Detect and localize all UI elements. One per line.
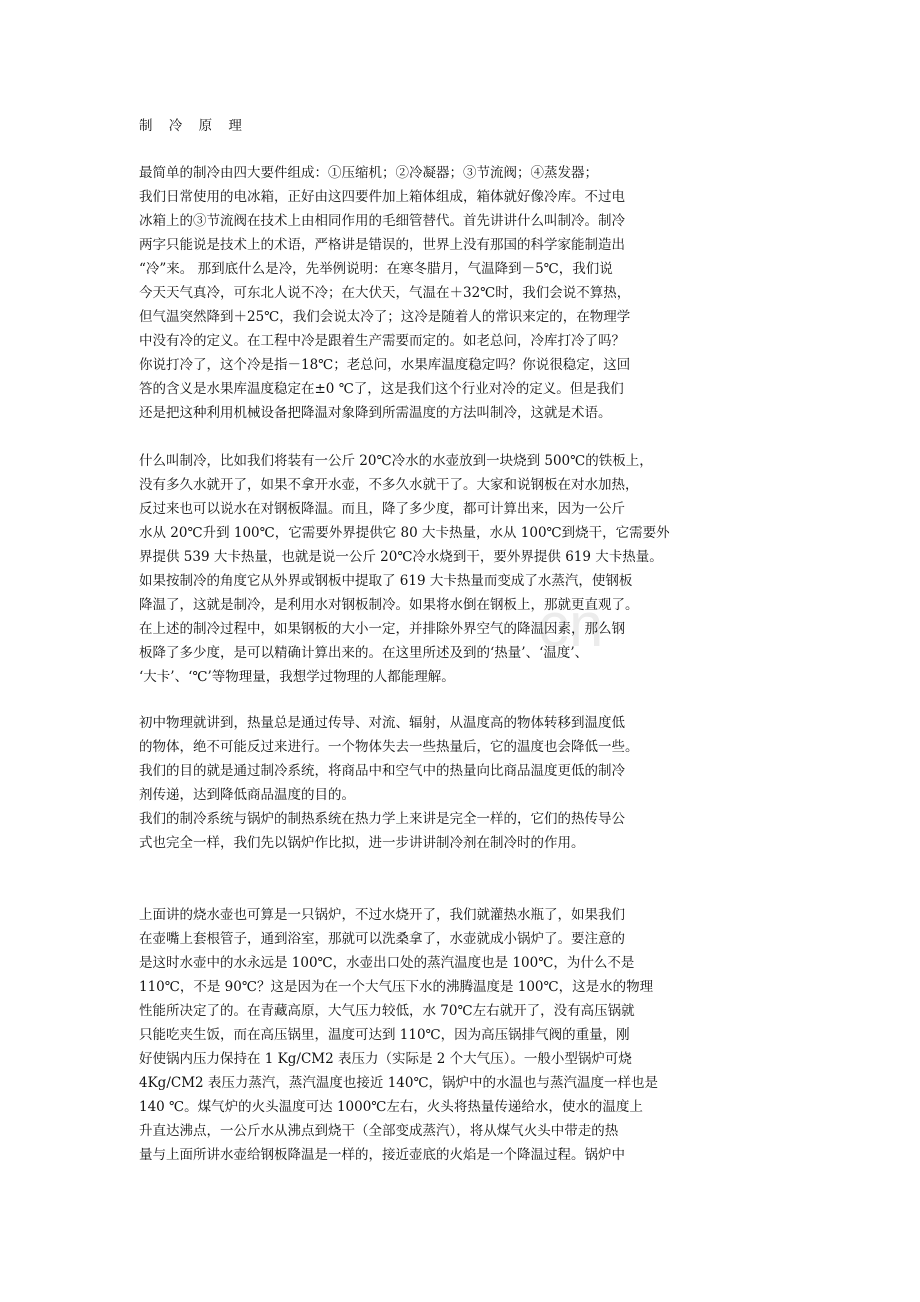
text-line: 但气温突然降到＋25℃，我们会说太冷了；这冷是随着人的常识来定的，在物理学 [139,309,631,325]
text-line: 中没有冷的定义。在工程中冷是跟着生产需要而定的。如老总问，冷库打冷了吗？ [139,333,625,349]
text-line: 我们日常使用的电冰箱，正好由这四要件加上箱体组成，箱体就好像冷库。不过电 [139,189,625,205]
text-line: 4Kg/CM2 表压力蒸汽，蒸汽温度也接近 140℃，锅炉中的水温也与蒸汽温度一样也是 [139,1075,659,1091]
text-line: 最简单的制冷由四大要件组成：①压缩机；②冷凝器；③节流阀；④蒸发器； [139,165,598,181]
text-line: 还是把这种利用机械设备把降温对象降到所需温度的方法叫制冷，这就是术语。 [139,405,612,421]
text-line: 上面讲的烧水壶也可算是一只锅炉，不过水烧开了，我们就灌热水瓶了，如果我们 [139,907,625,923]
text-line: 我们的目的就是通过制冷系统，将商品中和空气中的热量向比商品温度更低的制冷 [139,763,625,779]
text-line: 反过来也可以说水在对钢板降温。而且，降了多少度，都可计算出来，因为一公斤 [139,501,625,517]
text-line: 110℃，不是 90℃？这是因为在一个大气压下水的沸腾温度是 100℃，这是水的物理 [139,979,654,995]
text-line: 降温了，这就是制冷，是利用水对钢板制冷。如果将水倒在钢板上，那就更直观了。 [139,597,639,613]
text-line: 好使锅内压力保持在 1 Kg/CM2 表压力（实际是 2 个大气压）。一般小型锅炉可烧 [139,1051,632,1067]
text-line: 我们的制冷系统与锅炉的制热系统在热力学上来讲是完全一样的，它们的热传导公 [139,811,625,827]
text-line: 在上述的制冷过程中，如果钢板的大小一定，并排除外界空气的降温因素，那么钢 [139,621,625,637]
text-line: “冷”来。 那到底什么是冷，先举例说明：在寒冬腊月，气温降到－5℃，我们说 [139,261,613,277]
text-line: 界提供 539 大卡热量，也就是说一公斤 20℃冷水烧到干，要外界提供 619 大卡热量。 [139,549,663,565]
text-line: 的物体，绝不可能反过来进行。一个物体失去一些热量后，它的温度也会降低一些。 [139,739,639,755]
text-line: 初中物理就讲到，热量总是通过传导、对流、辐射，从温度高的物体转移到温度低 [139,715,625,731]
text-line: 板降了多少度，是可以精确计算出来的。在这里所述及到的‘热量’、‘温度’、 [139,645,589,661]
text-line: 是这时水壶中的水永远是 100℃，水壶出口处的蒸汽温度也是 100℃，为什么不是 [139,955,635,971]
text-line: ‘大卡’、‘℃’等物理量，我想学过物理的人都能理解。 [139,669,455,685]
text-line: 剂传递，达到降低商品温度的目的。 [139,787,355,803]
text-line: 什么叫制冷，比如我们将装有一公斤 20℃冷水的水壶放到一块烧到 500℃的铁板上， [139,453,653,469]
text-line: 升直达沸点，一公斤水从沸点到烧干（全部变成蒸汽），将从煤气火头中带走的热 [139,1123,619,1139]
text-line: 没有多久水就开了，如果不拿开水壶，不多久水就干了。大家和说钢板在对水加热， [139,477,639,493]
text-line: 量与上面所讲水壶给钢板降温是一样的，接近壶底的火焰是一个降温过程。锅炉中 [139,1147,625,1163]
text-line: 在壶嘴上套根管子，通到浴室，那就可以洗桑拿了，水壶就成小锅炉了。要注意的 [139,931,625,947]
text-line: 冰箱上的③节流阀在技术上由相同作用的毛细管替代。首先讲讲什么叫制冷。制冷 [139,213,625,229]
text-line: 两字只能说是技术上的术语，严格讲是错误的，世界上没有那国的科学家能制造出 [139,237,625,253]
text-line: 式也完全一样，我们先以锅炉作比拟，进一步讲讲制冷剂在制冷时的作用。 [139,835,585,851]
text-line: 答的含义是水果库温度稳定在±0 ℃了，这是我们这个行业对冷的定义。但是我们 [139,381,624,397]
text-line: 只能吃夹生饭，而在高压锅里，温度可达到 110℃，因为高压锅排气阀的重量，刚 [139,1027,630,1043]
text-line: 水从 20℃升到 100℃，它需要外界提供它 80 大卡热量，水从 100℃到烧干，它需要外 [139,525,670,541]
text-line: 你说打冷了，这个冷是指－18℃；老总问，水果库温度稳定吗？你说很稳定，这回 [139,357,631,373]
text-line: 140 ℃。煤气炉的火头温度可达 1000℃左右，火头将热量传递给水，使水的温度上 [139,1099,643,1115]
document-title: 制 冷 原 理 [139,118,248,134]
text-line: 如果按制冷的角度它从外界或钢板中提取了 619 大卡热量而变成了水蒸汽，使钢板 [139,573,633,589]
text-line: 今天天气真冷，可东北人说不冷；在大伏天，气温在＋32℃时，我们会说不算热， [139,285,631,301]
watermark-text: cn [538,591,604,660]
text-line: 性能所决定了的。在青藏高原，大气压力较低，水 70℃左右就开了，没有高压锅就 [139,1003,635,1019]
